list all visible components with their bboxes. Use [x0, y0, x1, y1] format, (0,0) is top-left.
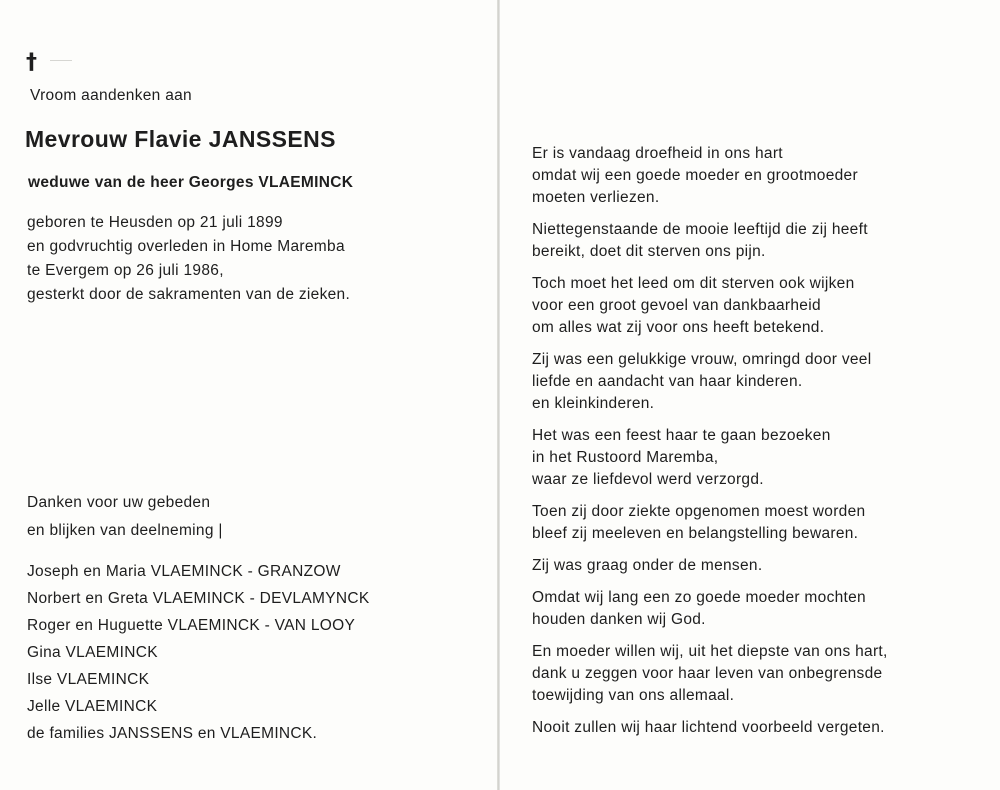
poem-line: Zij was een gelukkige vrouw, omringd door veel	[532, 351, 872, 368]
poem-stanza	[532, 143, 972, 209]
poem-line: Omdat wij lang een zo goede moeder mochten	[532, 589, 866, 606]
family-member: Norbert en Greta VLAEMINCK - DEVLAMYNCK	[27, 590, 370, 607]
poem-line: Zij was graag onder de mensen.	[532, 557, 763, 574]
bio-line: te Evergem op 26 juli 1986,	[27, 262, 224, 279]
biography-block	[27, 211, 487, 307]
poem-line: Niettegenstaande de mooie leeftijd die zij heeft	[532, 221, 868, 238]
cross-symbol: †	[26, 50, 37, 75]
family-member: Joseph en Maria VLAEMINCK - GRANZOW	[27, 563, 341, 580]
paper-mark	[50, 60, 72, 61]
right-page	[500, 0, 1000, 790]
poem-stanza	[532, 219, 972, 263]
poem-line: bereikt, doet dit sterven ons pijn.	[532, 243, 766, 260]
intro-text: Vroom aandenken aan	[30, 87, 192, 104]
bio-line: geboren te Heusden op 21 juli 1899	[27, 214, 283, 231]
poem-line: waar ze liefdevol werd verzorgd.	[532, 471, 764, 488]
thanks-line: en blijken van deelneming |	[27, 522, 223, 539]
family-list	[27, 558, 369, 747]
poem-stanza	[532, 273, 972, 339]
poem-line: in het Rustoord Maremba,	[532, 449, 719, 466]
poem-line: voor een groot gevoel van dankbaarheid	[532, 297, 821, 314]
poem-stanza	[532, 501, 972, 545]
poem-stanza	[532, 555, 972, 577]
family-member: Roger en Huguette VLAEMINCK - VAN LOOY	[27, 617, 356, 634]
poem-line: moeten verliezen.	[532, 189, 660, 206]
bio-line: en godvruchtig overleden in Home Maremba	[27, 238, 345, 255]
poem-line: Nooit zullen wij haar lichtend voorbeeld vergeten.	[532, 719, 885, 736]
poem-line: om alles wat zij voor ons heeft betekend.	[532, 319, 825, 336]
poem-line: Toch moet het leed om dit sterven ook wijken	[532, 275, 855, 292]
poem-stanza	[532, 349, 972, 415]
widow-line: weduwe van de heer Georges VLAEMINCK	[28, 174, 354, 191]
left-page	[0, 0, 497, 790]
deceased-name: Mevrouw Flavie JANSSENS	[25, 126, 336, 152]
family-member: Ilse VLAEMINCK	[27, 671, 150, 688]
poem-line: Toen zij door ziekte opgenomen moest worden	[532, 503, 866, 520]
family-member: Jelle VLAEMINCK	[27, 698, 158, 715]
thanks-block	[27, 489, 223, 545]
poem-line: dank u zeggen voor haar leven van onbegrensde	[532, 665, 883, 682]
poem-line: houden danken wij God.	[532, 611, 706, 628]
thanks-line: Danken voor uw gebeden	[27, 494, 211, 511]
poem-line: en kleinkinderen.	[532, 395, 655, 412]
bio-line: gesterkt door de sakramenten van de zieken.	[27, 286, 351, 303]
family-member: de families JANSSENS en VLAEMINCK.	[27, 725, 318, 742]
poem-stanza	[532, 587, 972, 631]
poem-stanza	[532, 717, 972, 739]
poem-stanza	[532, 425, 972, 491]
poem-line: omdat wij een goede moeder en grootmoeder	[532, 167, 858, 184]
poem-line: toewijding van ons allemaal.	[532, 687, 735, 704]
poem-line: liefde en aandacht van haar kinderen.	[532, 373, 803, 390]
poem-text	[532, 143, 972, 749]
poem-line: En moeder willen wij, uit het diepste van ons hart,	[532, 643, 888, 660]
poem-stanza	[532, 641, 972, 707]
family-member: Gina VLAEMINCK	[27, 644, 158, 661]
poem-line: Het was een feest haar te gaan bezoeken	[532, 427, 831, 444]
poem-line: Er is vandaag droefheid in ons hart	[532, 145, 783, 162]
poem-line: bleef zij meeleven en belangstelling bewaren.	[532, 525, 859, 542]
